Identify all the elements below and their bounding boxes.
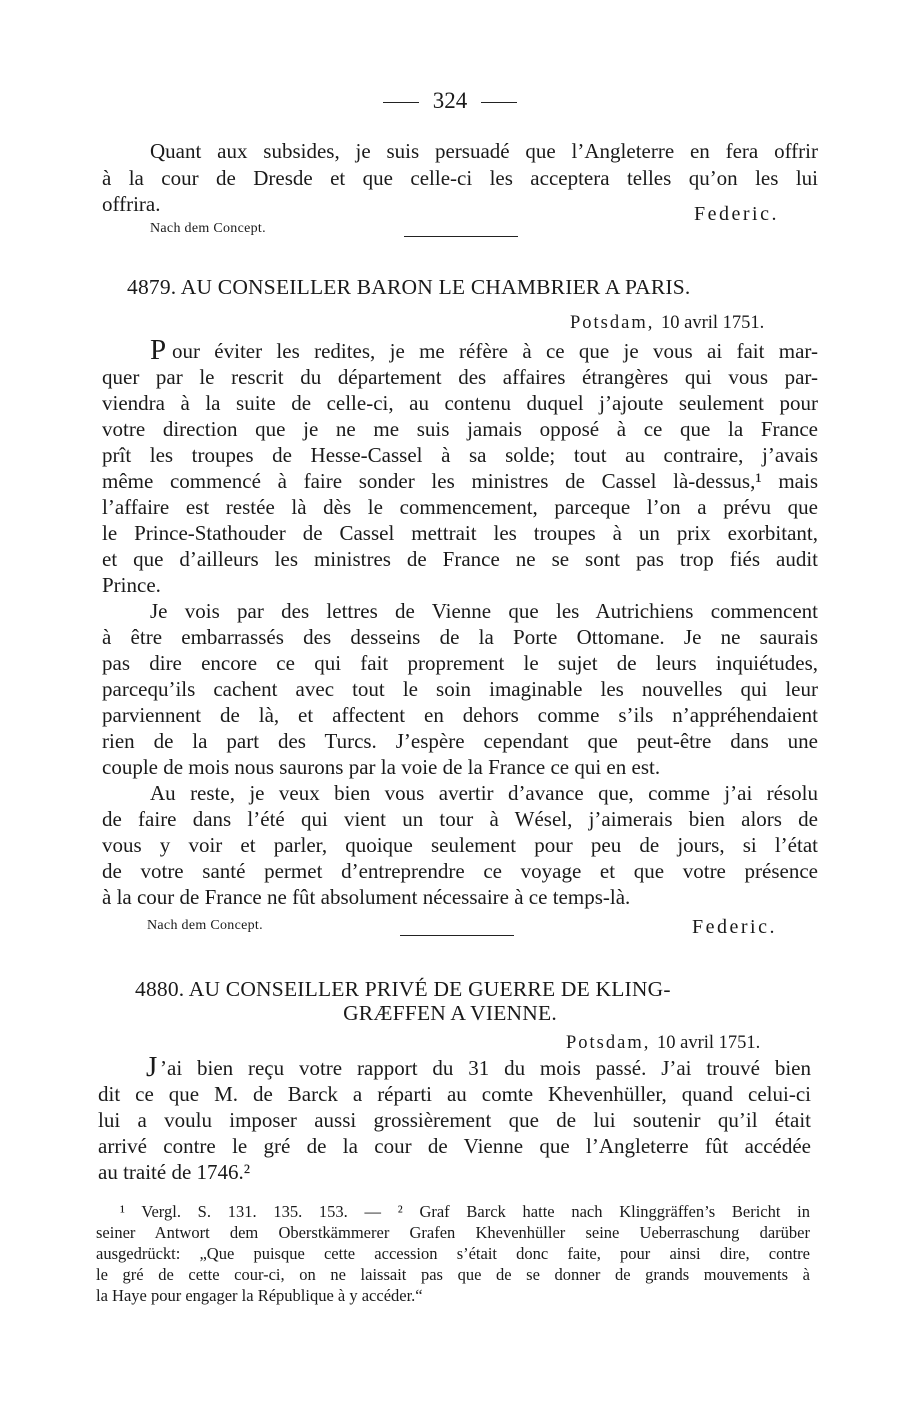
letter-heading-continued: GRÆFFEN A VIENNE.: [343, 1001, 557, 1025]
body-line: dit ce que M. de Barck a réparti au comte Khevenhüller, quand celui-ci: [98, 1082, 811, 1106]
section-rule: [400, 935, 514, 936]
body-line: de votre santé permet d’entreprendre ce voyage et que votre présence: [102, 859, 818, 883]
intro-line: à la cour de Dresde et que celle-ci les acceptera telles qu’on les lui: [102, 166, 818, 190]
letter-date: Potsdam, 10 avril 1751.: [570, 313, 765, 333]
folio-dash-right: [481, 102, 517, 103]
intro-line: offrira.: [102, 192, 161, 216]
footnote-line: seiner Antwort dem Oberstkämmerer Grafen Khevenhüller seine Ueberraschung darüber: [96, 1223, 810, 1242]
body-line: viendra à la suite de celle-ci, au contenu duquel j’ajoute seulement pour: [102, 391, 818, 415]
letter-date: Potsdam, 10 avril 1751.: [566, 1033, 761, 1053]
footnote-line: le gré de cette cour-ci, on ne laissait pas que de se donner de grands mouvements à: [96, 1265, 810, 1284]
signature: Federic.: [694, 203, 779, 225]
body-line: quer par le rescrit du département des affaires étrangères qui vous par-: [102, 365, 818, 389]
body-line: prît les troupes de Hesse-Cassel à sa solde; tout au contraire, j’avais: [102, 443, 818, 467]
body-line: l’affaire est restée là dès le commencement, parceque l’on a prévu que: [102, 495, 818, 519]
body-line: Prince.: [102, 573, 161, 597]
body-line: vous y voir et parler, quoique seulement pour peu de jours, si l’état: [102, 833, 818, 857]
letter-heading: 4880. AU CONSEILLER PRIVÉ DE GUERRE DE KLING-: [135, 977, 671, 1001]
footnote-line: la Haye pour engager la République à y accéder.“: [96, 1286, 423, 1305]
body-line: parcequ’ils cachent avec tout le soin imaginable les nouvelles qui leur: [102, 677, 818, 701]
page-number: 324: [0, 88, 900, 114]
intro-line: Quant aux subsides, je suis persuadé que l’Angleterre en fera offrir: [150, 139, 818, 163]
body-line: arrivé contre le gré de la cour de Vienne que l’Angleterre fût accédée: [98, 1134, 811, 1158]
body-line: rien de la part des Turcs. J’espère cependant que peut-être dans une: [102, 729, 818, 753]
body-line: à la cour de France ne fût absolument nécessaire à ce temps-là.: [102, 885, 631, 909]
body-line: our éviter les redites, je me réfère à ce que je vous ai fait mar-: [172, 339, 818, 363]
body-line: votre direction que je ne me suis jamais opposé à ce que la France: [102, 417, 818, 441]
body-line: lui a voulu imposer aussi grossièrement que de lui soutenir qu’il était: [98, 1108, 811, 1132]
body-line: parviennent de là, et affectent en dehors comme s’ils n’appréhendaient: [102, 703, 818, 727]
drop-cap: J: [146, 1051, 158, 1083]
source-note: Nach dem Concept.: [147, 918, 263, 933]
body-line: de faire dans l’été qui vient un tour à Wésel, j’aimerais bien alors de: [102, 807, 818, 831]
body-line: Je vois par des lettres de Vienne que les Autrichiens commencent: [150, 599, 818, 623]
footnote-line: ausgedrückt: „Que puisque cette accession s’était donc faite, pour ainsi dire, contre: [96, 1244, 810, 1263]
body-line: le Prince-Stathouder de Cassel mettrait les troupes à un prix exorbitant,: [102, 521, 818, 545]
body-line: ’ai bien reçu votre rapport du 31 du mois passé. J’ai trouvé bien: [160, 1056, 811, 1080]
body-line: et que d’ailleurs les ministres de France ne se sont pas trop fiés audit: [102, 547, 818, 571]
body-line: à être embarrassés des desseins de la Porte Ottomane. Je ne saurais: [102, 625, 818, 649]
body-line: même commencé à faire sonder les ministres de Cassel là-dessus,¹ mais: [102, 469, 818, 493]
signature: Federic.: [692, 916, 777, 938]
source-note: Nach dem Concept.: [150, 221, 266, 236]
body-line: couple de mois nous saurons par la voie de la France ce qui en est.: [102, 755, 661, 779]
drop-cap: P: [150, 334, 167, 366]
folio-dash-left: [383, 102, 419, 103]
footnote-line: ¹ Vergl. S. 131. 135. 153. — ² Graf Barck hatte nach Klinggräffen’s Bericht in: [120, 1202, 810, 1221]
body-line: pas dire encore ce qui fait proprement le sujet de leurs inquiétudes,: [102, 651, 818, 675]
section-rule: [404, 236, 518, 237]
body-line: Au reste, je veux bien vous avertir d’avance que, comme j’ai résolu: [150, 781, 818, 805]
letter-heading: 4879. AU CONSEILLER BARON LE CHAMBRIER A PARIS.: [127, 275, 691, 299]
body-line: au traité de 1746.²: [98, 1160, 251, 1184]
